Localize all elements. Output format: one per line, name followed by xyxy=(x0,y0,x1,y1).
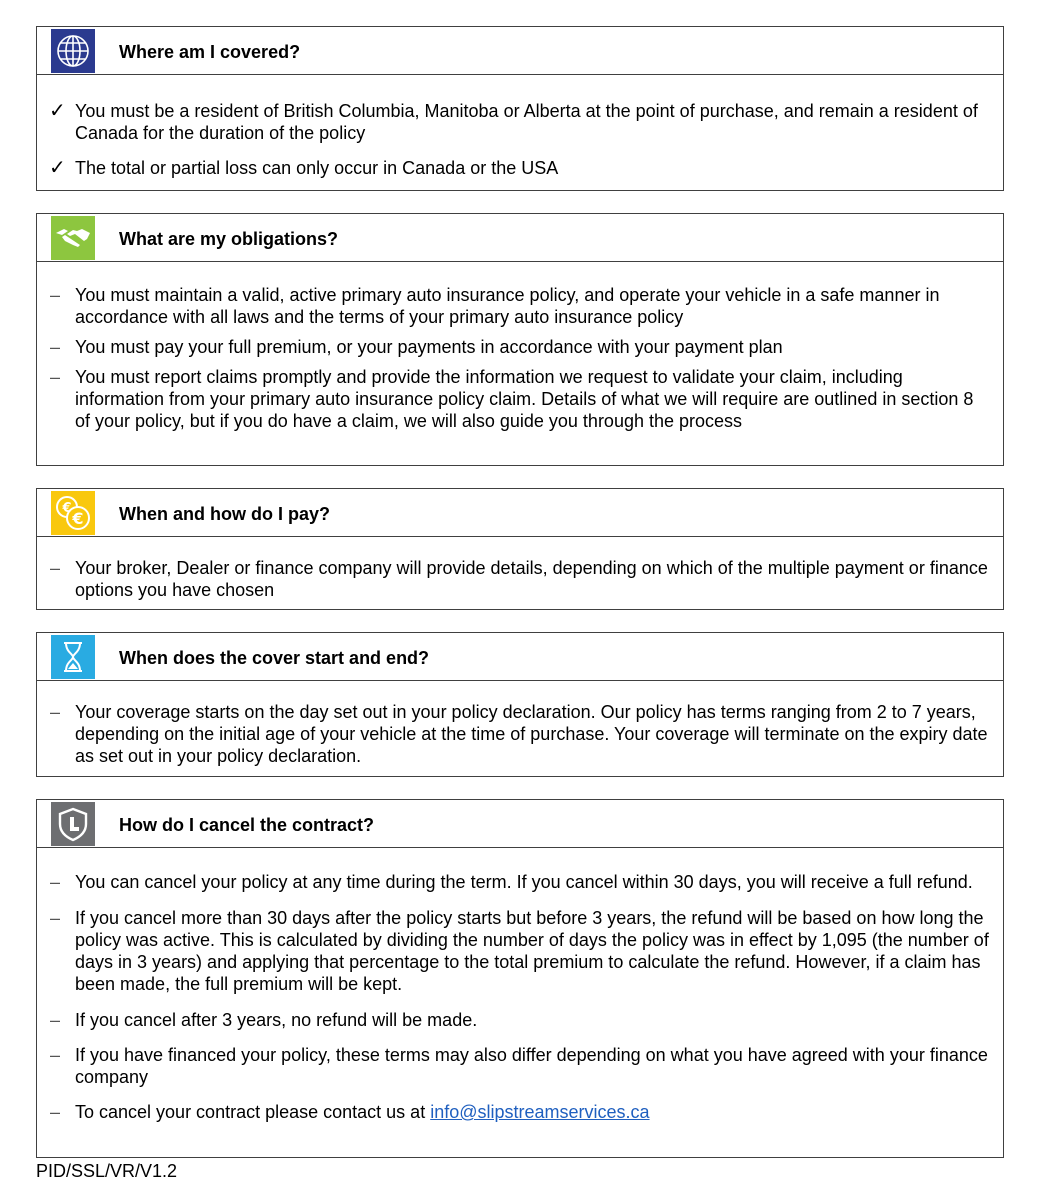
list-item xyxy=(49,284,989,328)
item-text: You must report claims promptly and provide the information we request to validate your claim, including information from your primary auto insurance policy claim. Details of what we will require are outlined in section 8 of your policy, but if you do have a claim, we will also guide you through the process xyxy=(75,367,974,431)
item-text: If you cancel more than 30 days after the policy starts but before 3 years, the refund will be based on how long the policy was active. This is calculated by dividing the number of days the policy was in effect by 1,095 (the number of days in 3 years) and applying that percentage to the total premium to calculate the refund. However, if a claim has been made, the full premium will be kept. xyxy=(75,908,989,994)
svg-text:€: € xyxy=(62,501,72,516)
item-text: You must maintain a valid, active primary auto insurance policy, and operate your vehicle in a safe manner in accordance with all laws and the terms of your primary auto insurance policy xyxy=(75,285,940,327)
section-header xyxy=(37,800,1003,848)
section-title: When does the cover start and end? xyxy=(119,648,430,668)
list-item xyxy=(49,907,989,995)
item-text: You must pay your full premium, or your payments in accordance with your payment plan xyxy=(75,337,783,357)
list-item xyxy=(49,336,989,358)
hourglass-icon xyxy=(51,635,95,679)
contact-email-link[interactable]: info@slipstreamservices.ca xyxy=(430,1102,650,1122)
item-text: The total or partial loss can only occur in Canada or the USA xyxy=(75,158,559,178)
list-item xyxy=(49,1009,989,1031)
section-title: What are my obligations? xyxy=(119,229,339,249)
section-title: When and how do I pay? xyxy=(119,504,330,524)
item-text: If you have financed your policy, these terms may also differ depending on what you have agreed with your finance company xyxy=(75,1045,988,1087)
globe-icon xyxy=(51,29,95,73)
list-item xyxy=(49,100,989,144)
item-text: Your broker, Dealer or finance company will provide details, depending on which of the multiple payment or finance options you have chosen xyxy=(75,558,988,600)
list-item xyxy=(49,701,989,767)
item-text: If you cancel after 3 years, no refund will be made. xyxy=(75,1010,478,1030)
section-header xyxy=(37,27,1003,75)
dash-bullet: – xyxy=(50,558,61,578)
item-text: Your coverage starts on the day set out in your policy declaration. Our policy has terms ranging from 2 to 7 years, depending on the initial age of your vehicle at the time of purchase. Your coverage will terminate on the expiry date as set out in your policy declaration. xyxy=(75,702,988,766)
euro-coins-icon xyxy=(51,491,95,535)
shield-icon xyxy=(51,802,95,846)
check-mark-icon: ✓ xyxy=(49,157,66,179)
dash-bullet: – xyxy=(50,872,61,892)
section-cancel xyxy=(36,799,1004,1158)
contact-text: To cancel your contract please contact us at xyxy=(75,1102,431,1122)
list-item xyxy=(49,1101,989,1123)
section-header xyxy=(37,489,1003,537)
document-id-footer: PID/SSL/VR/V1.2 xyxy=(36,1161,178,1181)
section-obligations xyxy=(36,213,1004,466)
section-header xyxy=(37,214,1003,262)
item-text: You must be a resident of British Columbia, Manitoba or Alberta at the point of purchase, and remain a resident of Canada for the duration of the policy xyxy=(75,101,978,143)
list-item xyxy=(49,871,989,893)
dash-bullet: – xyxy=(50,1045,61,1065)
dash-bullet: – xyxy=(50,285,61,305)
list-item xyxy=(49,366,989,432)
section-payment xyxy=(36,488,1004,610)
section-cover-period xyxy=(36,632,1004,777)
dash-bullet: – xyxy=(50,908,61,928)
list-item xyxy=(49,1044,989,1088)
dash-bullet: – xyxy=(50,1010,61,1030)
section-header xyxy=(37,633,1003,681)
section-title: Where am I covered? xyxy=(119,42,301,62)
section-title: How do I cancel the contract? xyxy=(119,815,375,835)
check-mark-icon: ✓ xyxy=(49,100,66,122)
dash-bullet: – xyxy=(50,1102,61,1122)
item-text: You can cancel your policy at any time during the term. If you cancel within 30 days, you will receive a full refund. xyxy=(75,872,973,892)
dash-bullet: – xyxy=(50,367,61,387)
list-item xyxy=(49,157,989,179)
svg-text:€: € xyxy=(72,509,84,528)
section-where-covered xyxy=(36,26,1004,191)
handshake-icon xyxy=(51,216,95,260)
dash-bullet: – xyxy=(50,337,61,357)
dash-bullet: – xyxy=(50,702,61,722)
list-item xyxy=(49,557,989,601)
